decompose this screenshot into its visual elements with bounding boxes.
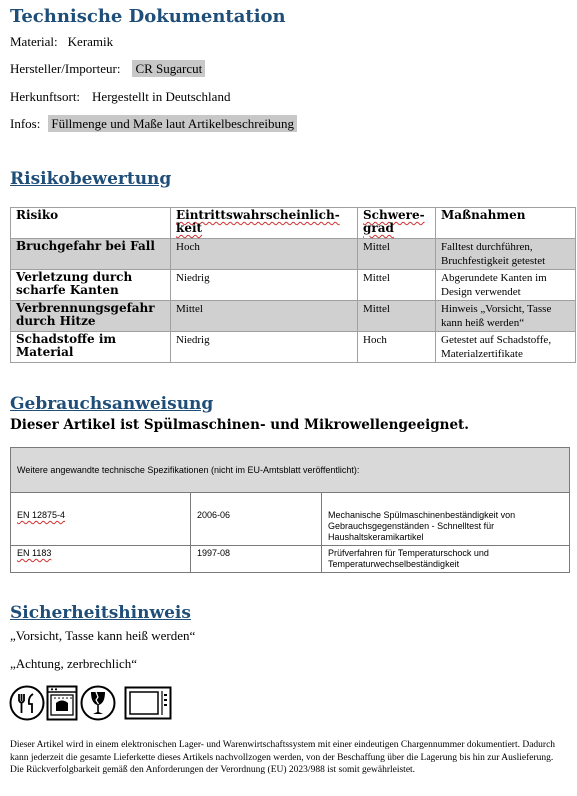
fact-infos	[10, 116, 297, 132]
page-title: Technische Dokumentation	[10, 6, 286, 27]
fact-label: Infos:	[10, 116, 41, 131]
fact-origin	[10, 89, 230, 105]
table-row	[11, 239, 576, 270]
spec-norm	[11, 546, 191, 573]
risk-name: Bruchgefahr bei Fall	[11, 239, 171, 270]
food-safe-icon	[9, 685, 45, 721]
col-header-text: keit	[176, 221, 203, 235]
col-header-text: Maßnahmen	[441, 208, 526, 222]
usage-heading: Gebrauchsanweisung	[10, 394, 214, 414]
usage-statement: Dieser Artikel ist Spülmaschinen- und Mikrowellengeeignet.	[10, 417, 469, 433]
traceability-note: Dieser Artikel wird in einem elektronischen Lager- und Warenwirtschaftssystem mit einer eindeutigen Chargennummer dokumentiert. Dadurch kann jederzeit die gesamte Lieferkette dieses Artikels nachvollzogen werden, von der Beschaffung über die Lagerung bis hin zur Auslieferung. Die Rückverfolgbarkeit gemäß den Anforderungen der Verordnung (EU) 2023/988 ist somit gewährleistet.	[10, 740, 556, 775]
table-row	[11, 332, 576, 363]
table-row	[11, 270, 576, 301]
spec-header: Weitere angewandte technische Spezifikationen (nicht im EU-Amtsblatt veröffentlicht):	[11, 448, 570, 493]
risk-heading: Risikobewertung	[10, 169, 172, 189]
spec-table	[10, 447, 570, 573]
col-header-text: Risiko	[16, 208, 59, 222]
col-header-text: grad	[363, 221, 394, 235]
risk-probability: Hoch	[171, 239, 358, 270]
risk-measures: Hinweis „Vorsicht, Tasse kann heiß werden“	[436, 301, 576, 332]
table-row	[11, 301, 576, 332]
col-header-risk	[11, 208, 171, 239]
risk-severity: Mittel	[358, 270, 436, 301]
spec-title: Mechanische Spülmaschinenbeständigkeit von Gebrauchsgegenständen - Schnelltest für Haushaltskeramikartikel	[322, 493, 570, 546]
spec-title: Prüfverfahren für Temperaturschock und Temperaturwechselbeständigkeit	[322, 546, 570, 573]
table-row	[11, 546, 570, 573]
safety-note: „Vorsicht, Tasse kann heiß werden“	[10, 628, 196, 643]
spec-date: 1997-08	[191, 546, 322, 573]
safety-heading: Sicherheitshinweis	[10, 603, 191, 623]
spec-norm-text: EN 1183	[17, 548, 52, 558]
fact-value: CR Sugarcut	[132, 60, 205, 77]
risk-severity: Hoch	[358, 332, 436, 363]
col-header-probability	[171, 208, 358, 239]
risk-name: Verletzung durch scharfe Kanten	[11, 270, 171, 301]
risk-severity: Mittel	[358, 239, 436, 270]
col-header-text: Schwere-	[363, 208, 425, 222]
fact-label: Hersteller/Importeur:	[10, 61, 121, 76]
col-header-measures	[436, 208, 576, 239]
fact-material	[10, 34, 113, 50]
spec-date: 2006-06	[191, 493, 322, 546]
fact-label: Material:	[10, 34, 58, 49]
risk-probability: Niedrig	[171, 270, 358, 301]
risk-name: Schadstoffe im Material	[11, 332, 171, 363]
table-row	[11, 493, 570, 546]
safety-note: „Achtung, zerbrechlich“	[10, 656, 138, 671]
fact-value: Füllmenge und Maße laut Artikelbeschreibung	[48, 115, 297, 132]
fragile-glass-icon	[80, 685, 116, 721]
risk-name: Verbrennungsgefahr durch Hitze	[11, 301, 171, 332]
spec-norm-text: EN 12875-4	[17, 510, 66, 520]
risk-table-header	[11, 208, 576, 239]
risk-table	[10, 207, 576, 363]
risk-measures: Abgerundete Kanten im Design verwendet	[436, 270, 576, 301]
fact-label: Herkunftsort:	[10, 89, 81, 104]
risk-probability: Niedrig	[171, 332, 358, 363]
fact-manufacturer	[10, 61, 205, 77]
risk-measures: Getestet auf Schadstoffe, Materialzertifikate	[436, 332, 576, 363]
fact-value: Hergestellt in Deutschland	[92, 89, 231, 104]
fact-value: Keramik	[67, 34, 114, 49]
spec-norm	[11, 493, 191, 546]
risk-severity: Mittel	[358, 301, 436, 332]
col-header-severity	[358, 208, 436, 239]
dishwasher-icon	[46, 685, 78, 721]
microwave-icon	[124, 686, 172, 720]
col-header-text: Eintrittswahrscheinlich-	[176, 208, 340, 222]
risk-measures: Falltest durchführen, Bruchfestigkeit getestet	[436, 239, 576, 270]
risk-probability: Mittel	[171, 301, 358, 332]
